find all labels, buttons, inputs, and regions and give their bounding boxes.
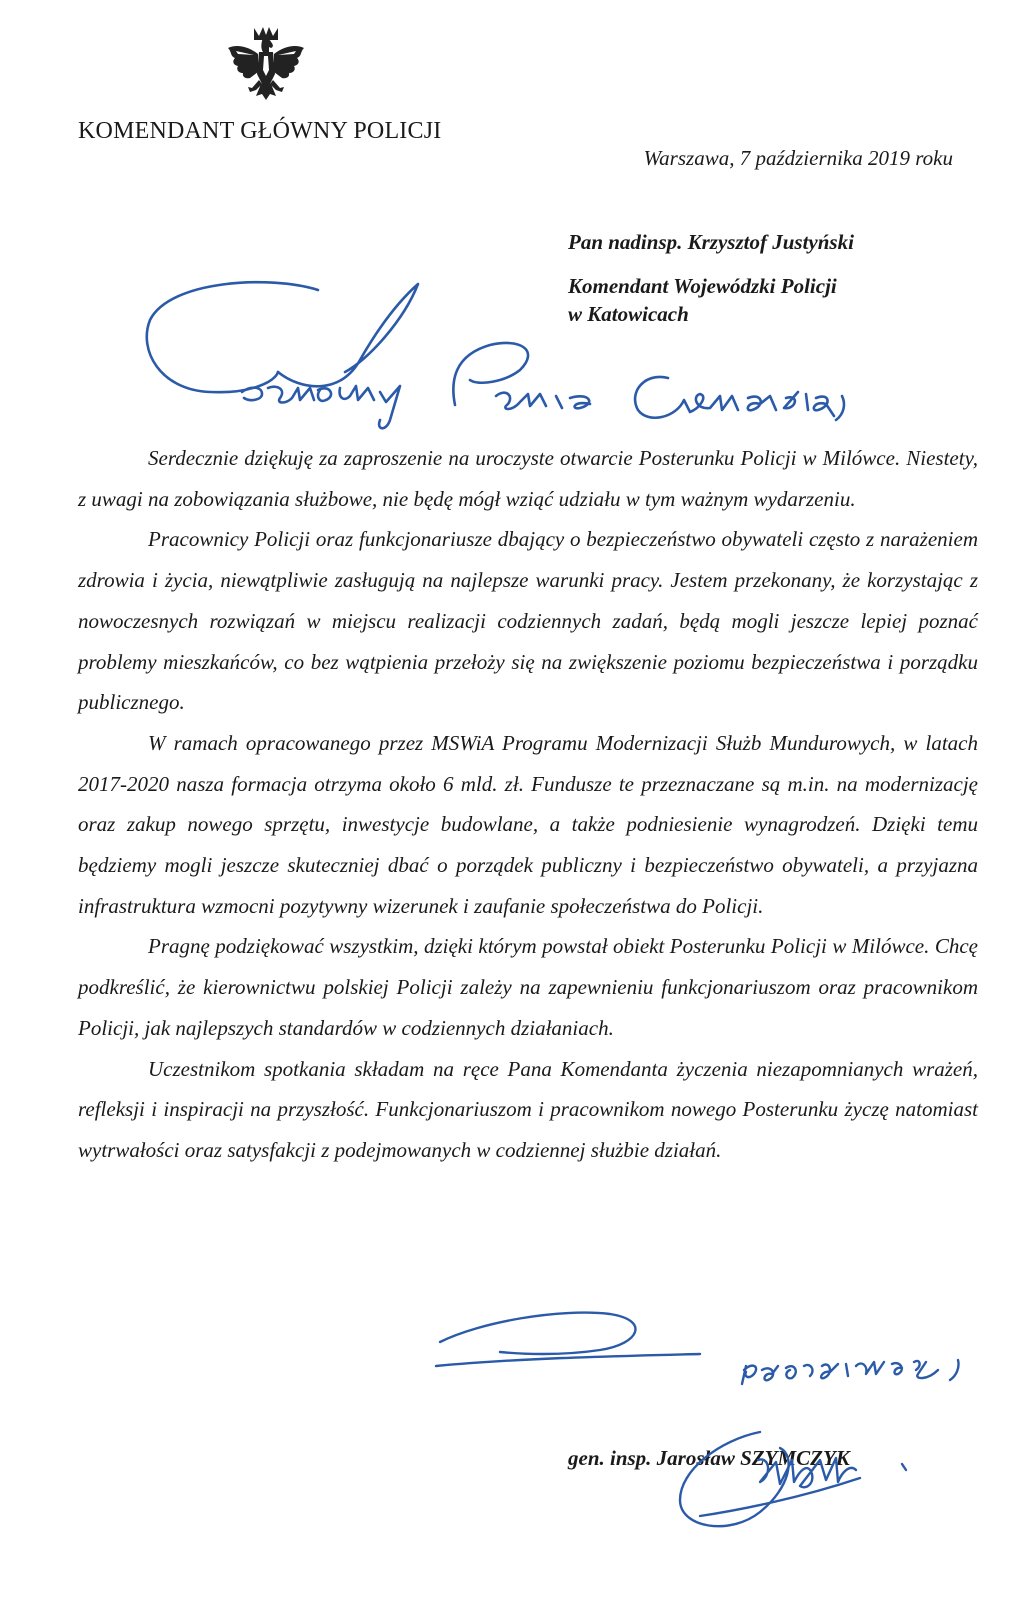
handwritten-closing <box>436 1313 959 1384</box>
addressee-role: Komendant Wojewódzki Policji <box>568 274 837 298</box>
body-paragraph: W ramach opracowanego przez MSWiA Programu Modernizacji Służb Mundurowych, w latach 2017-2020 nasza formacja otrzyma około 6 mld. zł. Fundusze te przeznaczane są m.in. na modernizację oraz zakup nowego sprzętu, inwestycje budowlane, a także podniesienie wynagrodzeń. Dzięki temu będziemy mogli jeszcze skuteczniej dbać o porządek publiczny i bezpieczeństwo obywateli, a przyjazna infrastruktura wzmocni pozytywny wizerunek i zaufanie społeczeństwa do Policji. <box>78 730 978 918</box>
body-paragraph: Pracownicy Policji oraz funkcjonariusze dbający o bezpieczeństwo obywateli często z narażeniem zdrowia i życia, niewątpliwie zasługują na najlepsze warunki pracy. Jestem przekonany, że korzystając z nowoczesnych rozwiązań w miejscu realizacji codziennych zadań, będą mogli jeszcze lepiej poznać problemy mieszkańców, co bez wątpienia przełoży się na zwiększenie poziomu bezpieczeństwa i porządku publicznego. <box>78 527 978 715</box>
letter-body <box>78 438 978 1171</box>
date-line: Warszawa, 7 października 2019 roku <box>643 146 953 170</box>
signatory-name: gen. insp. Jarosław SZYMCZYK <box>568 1446 850 1470</box>
body-paragraph: Serdecznie dziękuję za zaproszenie na uroczyste otwarcie Posterunku Policji w Milówce. Niestety, z uwagi na zobowiązania służbowe, nie będę mógł wziąć udziału w tym ważnym wydarzeniu. <box>78 446 978 511</box>
body-paragraph: Uczestnikom spotkania składam na ręce Pana Komendanta życzenia niezapomnianych wrażeń, refleksji i inspiracji na przyszłość. Funkcjonariuszom i pracownikom nowego Posterunku życzę natomiast wytrwałości oraz satysfakcji z podejmowanych w codziennej służbie działań. <box>78 1056 978 1162</box>
addressee-location: w Katowicach <box>568 302 689 326</box>
polish-eagle-icon <box>226 24 306 108</box>
body-paragraph: Pragnę podziękować wszystkim, dzięki którym powstał obiekt Posterunku Policji w Milówce. Chcę podkreślić, że kierownictwu polskiej Policji zależy na zapewnieniu funkcjonariuszom oraz pracownikom Policji, jak najlepszych standardów w codziennych działaniach. <box>78 934 978 1040</box>
addressee-block <box>568 228 854 328</box>
issuer-title: KOMENDANT GŁÓWNY POLICJI <box>78 118 442 144</box>
addressee-name: Pan nadinsp. Krzysztof Justyński <box>568 230 854 254</box>
